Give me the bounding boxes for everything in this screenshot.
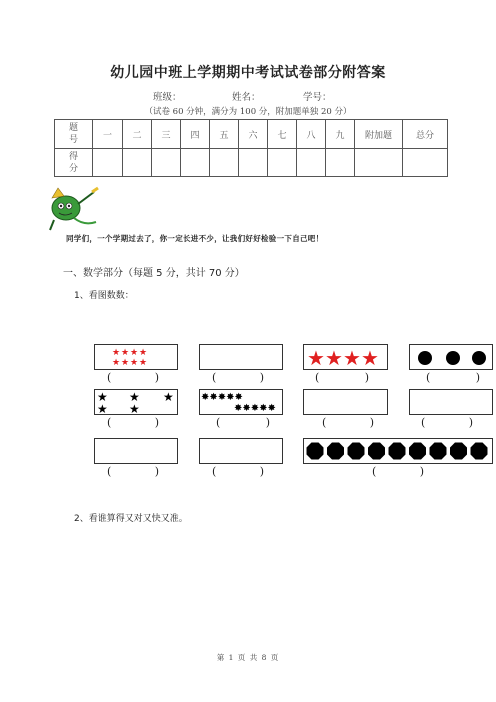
score-cell[interactable]: [297, 149, 326, 177]
svg-text:★: ★: [361, 346, 379, 369]
octagon-shape: [348, 443, 365, 460]
figure-box-red-stars-small: [94, 344, 178, 370]
svg-text:★: ★: [121, 358, 130, 368]
page-title: 幼儿园中班上学期期中考试试卷部分附答案: [110, 65, 386, 81]
svg-text:★: ★: [112, 348, 121, 358]
answer-paren[interactable]: ( ): [107, 416, 159, 429]
score-cell[interactable]: [239, 149, 268, 177]
answer-paren[interactable]: ( ): [322, 416, 374, 429]
question-1: 1、看图数数：: [74, 291, 134, 301]
score-table: [54, 119, 448, 177]
header-cell: 附加题: [355, 120, 403, 149]
answer-paren[interactable]: ( ): [107, 465, 159, 478]
figure-box-empty: [94, 438, 178, 464]
svg-text:★: ★: [129, 390, 140, 404]
svg-text:★: ★: [325, 346, 343, 369]
header-cell: 总分: [403, 120, 448, 149]
row-label-score: 得分: [55, 149, 93, 177]
score-cell[interactable]: [355, 149, 403, 177]
score-cell[interactable]: [403, 149, 448, 177]
score-cell[interactable]: [181, 149, 210, 177]
figure-box-black-circles: [409, 344, 493, 370]
svg-text:★: ★: [112, 358, 121, 368]
octagon-shape: [307, 443, 324, 460]
class-label: 班级：: [153, 92, 182, 103]
name-label: 姓名：: [232, 92, 261, 103]
answer-paren[interactable]: ( ): [216, 416, 270, 429]
figure-box-black-octagons: [303, 438, 493, 464]
encouragement-text: 同学们，一个学期过去了，你一定长进不少，让我们好好检验一下自己吧！: [66, 234, 324, 243]
octagon-shape: [368, 443, 385, 460]
question-2: 2、看谁算得又对又快又准。: [74, 514, 188, 524]
svg-text:✸✸✸✸✸: ✸✸✸✸✸: [234, 403, 276, 414]
svg-text:✸✸✸✸✸: ✸✸✸✸✸: [201, 392, 243, 403]
score-cell[interactable]: [268, 149, 297, 177]
header-cell: 五: [210, 120, 239, 149]
svg-text:★: ★: [343, 346, 361, 369]
figure-box-asterisk-stars: [199, 389, 283, 415]
score-cell[interactable]: [123, 149, 152, 177]
score-table-score-row: [55, 149, 448, 177]
score-cell[interactable]: [210, 149, 239, 177]
answer-paren[interactable]: ( ): [212, 465, 264, 478]
header-cell: 四: [181, 120, 210, 149]
header-cell: 九: [326, 120, 355, 149]
svg-text:★: ★: [139, 348, 148, 358]
octagon-shape: [430, 443, 447, 460]
score-table-header-row: [55, 120, 448, 149]
figure-box-empty: [199, 438, 283, 464]
answer-paren[interactable]: ( ): [372, 465, 424, 478]
octagon-shape: [450, 443, 467, 460]
page-footer: 第 1 页 共 8 页: [216, 653, 280, 662]
svg-text:★: ★: [163, 390, 174, 404]
figure-box-black-stars-scattered: [94, 389, 178, 415]
octagon-shape: [389, 443, 406, 460]
svg-text:★: ★: [129, 402, 140, 414]
svg-text:★: ★: [97, 402, 108, 414]
header-cell: 六: [239, 120, 268, 149]
svg-text:★: ★: [130, 348, 139, 358]
svg-text:★: ★: [139, 358, 148, 368]
row-label-question: 题号: [55, 120, 93, 149]
header-cell: 一: [93, 120, 123, 149]
section-heading: 一、数学部分（每题 5 分，共计 70 分）: [63, 268, 245, 279]
header-cell: 二: [123, 120, 152, 149]
svg-text:★: ★: [307, 346, 325, 369]
id-label: 学号：: [303, 92, 332, 103]
octagon-shape: [471, 443, 488, 460]
answer-paren[interactable]: ( ): [315, 371, 369, 384]
figure-box-empty: [199, 344, 283, 370]
figure-box-empty: [303, 389, 388, 415]
header-cell: 八: [297, 120, 326, 149]
octagon-shape: [409, 443, 426, 460]
score-cell[interactable]: [326, 149, 355, 177]
header-cell: 三: [152, 120, 181, 149]
answer-paren[interactable]: ( ): [426, 371, 480, 384]
score-cell[interactable]: [93, 149, 123, 177]
answer-paren[interactable]: ( ): [107, 371, 159, 384]
exam-note: （试卷 60 分钟，满分为 100 分，附加题单独 20 分）: [144, 107, 352, 117]
svg-text:★: ★: [121, 348, 130, 358]
answer-paren[interactable]: ( ): [421, 416, 473, 429]
figure-box-empty: [409, 389, 493, 415]
octagon-shape: [327, 443, 344, 460]
answer-paren[interactable]: ( ): [212, 371, 264, 384]
header-cell: 七: [268, 120, 297, 149]
pencil-mascot-icon: [44, 182, 104, 234]
svg-text:★: ★: [130, 358, 139, 368]
score-cell[interactable]: [152, 149, 181, 177]
figure-box-red-stars-large: [303, 344, 388, 370]
svg-text:★: ★: [97, 390, 108, 404]
